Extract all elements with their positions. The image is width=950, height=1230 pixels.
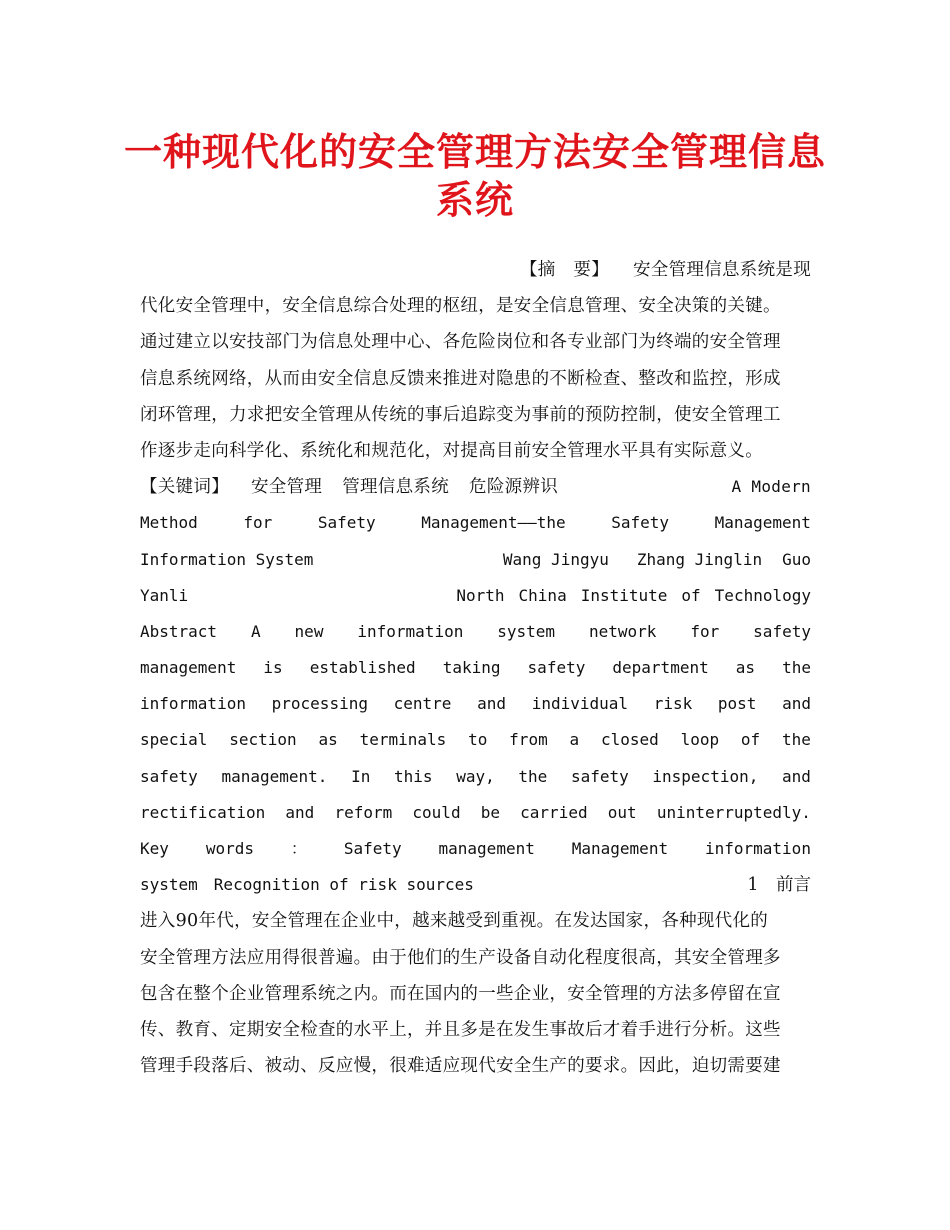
- word: Institute: [580, 585, 668, 605]
- word: is: [263, 658, 283, 678]
- word: system: [497, 621, 556, 641]
- word: Safety: [343, 839, 402, 858]
- english-affiliation-line: [140, 578, 811, 614]
- intro-line: 进入90年代，安全管理在企业中，越来越受到重视。在发达国家，各种现代化的: [140, 911, 769, 932]
- word: processing: [271, 694, 368, 714]
- word: Management: [714, 513, 811, 533]
- word: special: [140, 730, 208, 750]
- abstract-line: [140, 252, 811, 288]
- word: safety: [570, 766, 629, 786]
- word: carried: [520, 802, 588, 822]
- word: and: [477, 694, 507, 714]
- keywords-line: [140, 469, 811, 505]
- word: the: [782, 730, 811, 750]
- intro-line: 传、教育、定期安全检查的水平上，并且多是在发生事故后才着手进行分析。这些: [140, 1019, 781, 1040]
- keywords-label: 【关键词】: [140, 477, 229, 498]
- author: Zhang Jinglin: [636, 549, 763, 569]
- word: could: [412, 802, 461, 822]
- word: way,: [456, 766, 495, 786]
- word: loop: [680, 730, 720, 750]
- word: closed: [600, 730, 659, 750]
- keyword: 安全管理: [251, 477, 323, 498]
- word: of: [681, 585, 701, 605]
- intro-line: 管理手段落后、被动、反应慢，很难适应现代安全生产的要求。因此，迫切需要建: [140, 1056, 781, 1077]
- abstract-line: 信息系统网络，从而由安全信息反馈来推进对隐患的不断检查、整改和监控，形成: [140, 368, 781, 389]
- word: section: [229, 730, 297, 750]
- english-abstract-line: [140, 795, 811, 831]
- english-abstract-line: [140, 650, 811, 686]
- abstract-line: 闭环管理，力求把安全管理从传统的事后追踪变为事前的预防控制，使安全管理工: [140, 404, 781, 425]
- word: established: [309, 658, 416, 678]
- word: In: [351, 766, 371, 786]
- word: information: [704, 839, 811, 858]
- abstract-line: 通过建立以安技部门为信息处理中心、各危险岗位和各专业部门为终端的安全管理: [140, 332, 781, 353]
- section-heading: 1 前言: [747, 875, 811, 896]
- word: as: [735, 658, 756, 678]
- english-author-line: [140, 542, 811, 578]
- word: and: [782, 766, 811, 786]
- word: safety: [753, 621, 811, 641]
- word: as: [318, 730, 338, 750]
- word: be: [480, 802, 500, 822]
- word: Technology: [714, 585, 811, 605]
- word: for: [690, 621, 720, 641]
- intro-line: 安全管理方法应用得很普遍。由于他们的生产设备自动化程度很高，其安全管理多: [140, 947, 781, 968]
- word: rectification: [140, 802, 266, 822]
- english-title-start: A Modern: [731, 477, 811, 497]
- word: department: [612, 658, 709, 678]
- word: centre: [393, 694, 452, 714]
- word: the: [782, 658, 811, 678]
- word: terminals: [359, 730, 447, 750]
- word: Management: [571, 839, 669, 858]
- word: North: [456, 585, 505, 605]
- word: Key: [140, 839, 169, 858]
- word: from: [509, 730, 548, 750]
- word: the: [518, 766, 548, 786]
- word: new: [294, 621, 324, 641]
- word: management: [140, 658, 237, 678]
- document-body: [140, 252, 811, 1084]
- word: Management——the: [421, 513, 566, 533]
- word: safety: [527, 658, 586, 678]
- word: and: [285, 802, 315, 822]
- english-abstract-line: [140, 759, 811, 795]
- word: reform: [334, 802, 393, 822]
- word: and: [782, 694, 811, 714]
- word: of: [740, 730, 761, 750]
- word: A: [250, 621, 261, 641]
- word: Safety: [317, 513, 376, 533]
- word: this: [394, 766, 433, 786]
- author: Wang Jingyu: [502, 549, 609, 569]
- word: out: [607, 802, 637, 822]
- abstract-line: 代化安全管理中，安全信息综合处理的枢纽，是安全信息管理、安全决策的关键。: [140, 296, 781, 317]
- english-title-line: [140, 505, 811, 541]
- english-abstract-line: [140, 722, 811, 758]
- document-title: 一种现代化的安全管理方法安全管理信息系统: [123, 129, 826, 222]
- word: network: [588, 621, 657, 641]
- word: for: [243, 513, 273, 533]
- english-abstract-line: [140, 614, 811, 650]
- keywords-end-line: [140, 867, 811, 903]
- english-keywords-end: system Recognition of risk sources: [140, 875, 474, 895]
- word: Safety: [611, 513, 670, 533]
- keyword: 管理信息系统: [342, 477, 450, 498]
- word: ：: [290, 839, 307, 858]
- abstract-label: 【摘 要】: [520, 260, 609, 280]
- word: management: [438, 839, 535, 858]
- english-abstract-line: [140, 686, 811, 722]
- word: individual: [531, 694, 629, 714]
- word: uninterruptedly.: [656, 802, 811, 822]
- word: information: [357, 621, 464, 641]
- word: China: [518, 585, 567, 605]
- word: Method: [140, 513, 198, 533]
- word: a: [569, 730, 580, 750]
- word: risk: [653, 694, 693, 714]
- word: taking: [442, 658, 501, 678]
- word: to: [468, 730, 488, 750]
- keyword: 危险源辨识: [469, 477, 559, 498]
- author: Yanli: [140, 585, 189, 605]
- word: inspection,: [652, 766, 759, 786]
- english-keywords-line: [140, 831, 811, 867]
- english-title-end: Information System: [140, 549, 314, 569]
- word: post: [717, 694, 757, 714]
- author: Guo: [782, 549, 811, 569]
- word: management.: [221, 766, 328, 786]
- word: safety: [140, 766, 198, 786]
- word: words: [205, 839, 254, 858]
- abstract-line: 作逐步走向科学化、系统化和规范化，对提高目前安全管理水平具有实际意义。: [140, 440, 763, 461]
- intro-line: 包含在整个企业管理系统之内。而在国内的一些企业，安全管理的方法多停留在宣: [140, 983, 781, 1004]
- abstract-text: 安全管理信息系统是现: [633, 260, 811, 280]
- word: Abstract: [140, 621, 218, 641]
- word: information: [140, 694, 246, 714]
